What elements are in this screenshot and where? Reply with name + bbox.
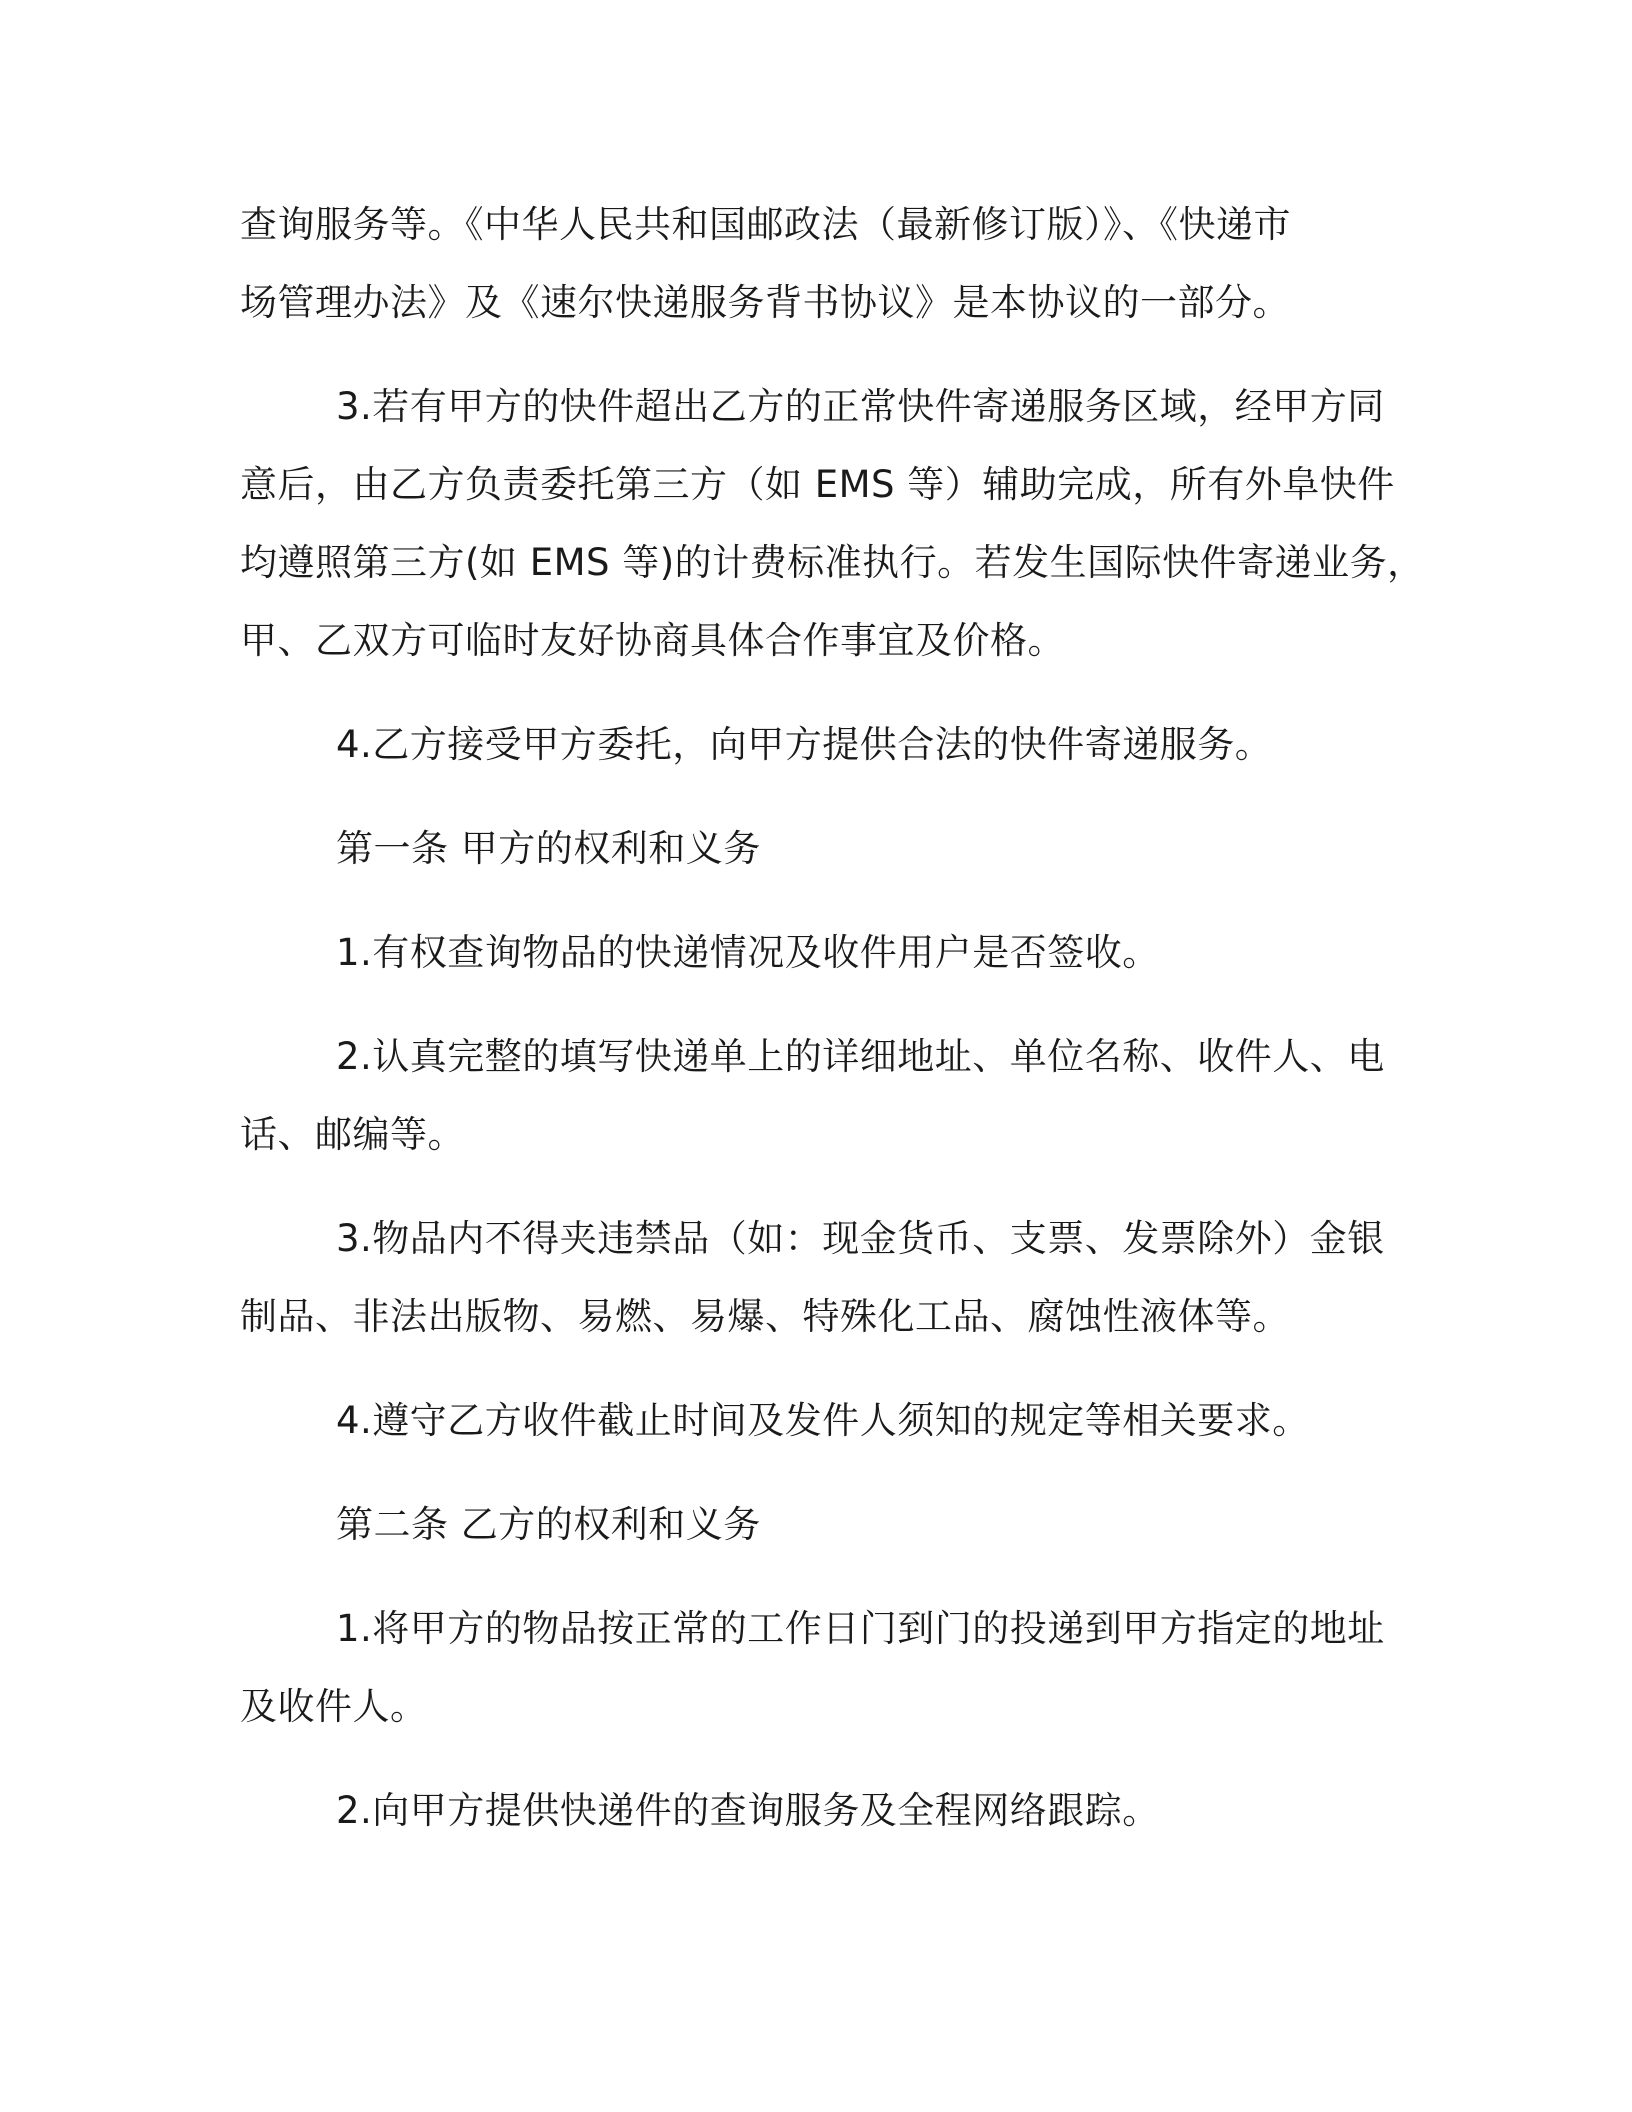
paragraph-intro-continuation — [240, 186, 1390, 342]
section-heading-party-b — [240, 1486, 1390, 1564]
text-line: 3.若有甲方的快件超出乙方的正常快件寄递服务区域，经甲方同 — [336, 385, 1385, 428]
text-line: 第二条 乙方的权利和义务 — [336, 1503, 761, 1546]
paragraph-clause-3 — [240, 368, 1425, 680]
paragraph-a-item-2 — [240, 1018, 1390, 1174]
text-line: 3.物品内不得夹违禁品（如：现金货币、支票、发票除外）金银 — [336, 1217, 1385, 1260]
text-line: 甲、乙双方可临时友好协商具体合作事宜及价格。 — [240, 619, 1065, 662]
text-line: 制品、非法出版物、易燃、易爆、特殊化工品、腐蚀性液体等。 — [240, 1295, 1290, 1338]
text-line: 场管理办法》及《速尔快递服务背书协议》是本协议的一部分。 — [240, 281, 1290, 324]
text-line: 及收件人。 — [240, 1685, 428, 1728]
paragraph-clause-4 — [240, 706, 1390, 784]
section-heading-party-a — [240, 810, 1390, 888]
text-line: 1.有权查询物品的快递情况及收件用户是否签收。 — [336, 931, 1160, 974]
paragraph-b-item-2 — [240, 1772, 1390, 1850]
text-line: 4.乙方接受甲方委托，向甲方提供合法的快件寄递服务。 — [336, 723, 1273, 766]
document-body — [240, 186, 1425, 1850]
text-line: 2.向甲方提供快递件的查询服务及全程网络跟踪。 — [336, 1789, 1160, 1832]
paragraph-a-item-3 — [240, 1200, 1390, 1356]
text-line: 第一条 甲方的权利和义务 — [336, 827, 761, 870]
text-line: 查询服务等。《中华人民共和国邮政法（最新修订版）》、《快递市 — [240, 203, 1291, 246]
paragraph-a-item-1 — [240, 914, 1390, 992]
text-line: 均遵照第三方(如 EMS 等)的计费标准执行。若发生国际快件寄递业务， — [240, 541, 1425, 584]
text-line: 话、邮编等。 — [240, 1113, 465, 1156]
text-line: 2.认真完整的填写快递单上的详细地址、单位名称、收件人、电 — [336, 1035, 1385, 1078]
text-line: 4.遵守乙方收件截止时间及发件人须知的规定等相关要求。 — [336, 1399, 1310, 1442]
paragraph-b-item-1 — [240, 1590, 1390, 1746]
text-line: 意后，由乙方负责委托第三方（如 EMS 等）辅助完成，所有外阜快件 — [240, 463, 1395, 506]
text-line: 1.将甲方的物品按正常的工作日门到门的投递到甲方指定的地址 — [336, 1607, 1385, 1650]
paragraph-a-item-4 — [240, 1382, 1390, 1460]
